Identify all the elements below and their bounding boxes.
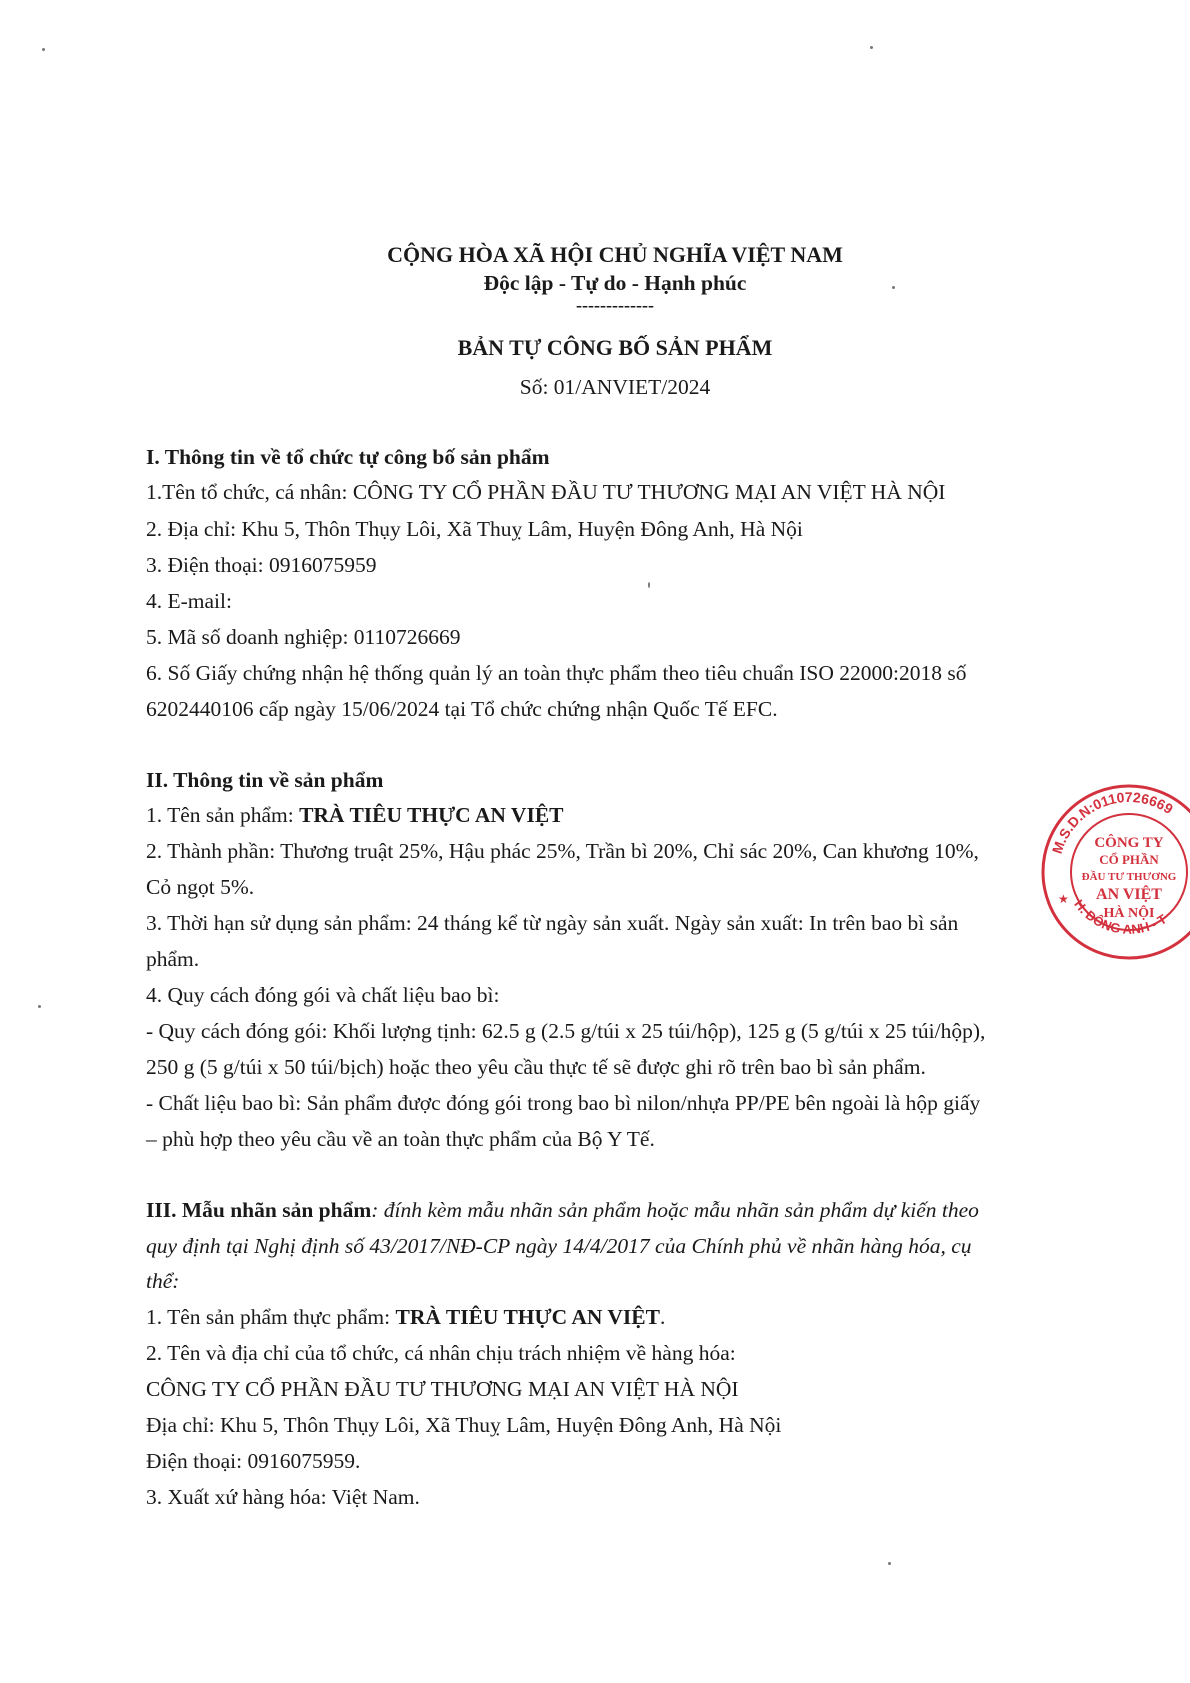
company-seal bbox=[1040, 783, 1190, 961]
seal-text-line: ĐẦU TƯ THƯƠNG bbox=[1081, 871, 1177, 883]
section2-ingredients-a: 2. Thành phần: Thương truật 25%, Hậu phác 25%, Trần bì 20%, Chỉ sác 20%, Can khương 10%, bbox=[146, 839, 979, 863]
section2-product-name: 1. Tên sản phẩm: TRÀ TIÊU THỰC AN VIỆT bbox=[146, 803, 564, 827]
section2-packaging-b: 250 g (5 g/túi x 50 túi/bịch) hoặc theo yêu cầu thực tế sẽ được ghi rõ trên bao bì sản phẩm. bbox=[146, 1055, 926, 1079]
section3-origin: 3. Xuất xứ hàng hóa: Việt Nam. bbox=[146, 1485, 420, 1509]
product-name: TRÀ TIÊU THỰC AN VIỆT bbox=[299, 803, 564, 827]
scan-speck bbox=[38, 1005, 41, 1008]
section1-certificate-a: 6. Số Giấy chứng nhận hệ thống quản lý an toàn thực phẩm theo tiêu chuẩn ISO 22000:2018 số bbox=[146, 661, 967, 685]
label-product-name: TRÀ TIÊU THỰC AN VIỆT bbox=[395, 1305, 660, 1329]
section3-company-name: CÔNG TY CỔ PHẦN ĐẦU TƯ THƯƠNG MẠI AN VIỆT HÀ NỘI bbox=[146, 1377, 739, 1401]
section2-shelf-life-b: phẩm. bbox=[146, 947, 200, 971]
section3-heading: III. Mẫu nhãn sản phẩm bbox=[146, 1198, 372, 1222]
section2-material-b: – phù hợp theo yêu cầu về an toàn thực phẩm của Bộ Y Tế. bbox=[146, 1127, 655, 1151]
section3-address: Địa chỉ: Khu 5, Thôn Thụy Lôi, Xã Thuỵ Lâm, Huyện Đông Anh, Hà Nội bbox=[146, 1413, 782, 1437]
section2-heading: II. Thông tin về sản phẩm bbox=[146, 768, 384, 792]
document-title: BẢN TỰ CÔNG BỐ SẢN PHẨM bbox=[457, 335, 773, 360]
seal-bottom-text: H. ĐÔNG ANH - T bbox=[1071, 896, 1170, 937]
section3-product-name: 1. Tên sản phẩm thực phẩm: TRÀ TIÊU THỰC AN VIỆT. bbox=[146, 1305, 666, 1329]
section3-phone: Điện thoại: 0916075959. bbox=[146, 1449, 361, 1473]
seal-text-line: CÔNG TY bbox=[1094, 835, 1164, 851]
section3-intro-c: thể: bbox=[146, 1269, 180, 1293]
seal-graphic bbox=[1040, 783, 1190, 961]
scan-speck bbox=[870, 46, 873, 49]
scan-speck bbox=[42, 48, 45, 51]
header-divider: ------------- bbox=[576, 295, 654, 315]
national-title: CỘNG HÒA XÃ HỘI CHỦ NGHĨA VIỆT NAM bbox=[387, 242, 843, 267]
seal-ring-text: M.S.D.N:0110726669 bbox=[1048, 788, 1176, 856]
section3-intro-b: quy định tại Nghị định số 43/2017/NĐ-CP ngày 14/4/2017 của Chính phủ về nhãn hàng hóa, cụ bbox=[146, 1234, 972, 1258]
scan-speck bbox=[888, 1562, 891, 1565]
section2-ingredients-b: Cỏ ngọt 5%. bbox=[146, 875, 255, 899]
section2-shelf-life-a: 3. Thời hạn sử dụng sản phẩm: 24 tháng kể từ ngày sản xuất. Ngày sản xuất: In trên bao bì sản bbox=[146, 911, 959, 935]
section1-certificate-b: 6202440106 cấp ngày 15/06/2024 tại Tổ chức chứng nhận Quốc Tế EFC. bbox=[146, 697, 778, 721]
scan-speck bbox=[892, 286, 895, 289]
seal-text-line: CỔ PHẦN bbox=[1099, 852, 1159, 867]
section1-business-code: 5. Mã số doanh nghiệp: 0110726669 bbox=[146, 625, 461, 649]
section1-email: 4. E-mail: bbox=[146, 589, 232, 613]
section1-phone: 3. Điện thoại: 0916075959 bbox=[146, 553, 377, 577]
seal-star-left: ★ bbox=[1058, 892, 1069, 906]
section1-heading: I. Thông tin về tổ chức tự công bố sản phẩm bbox=[146, 445, 550, 469]
seal-text-line: AN VIỆT bbox=[1096, 886, 1162, 903]
section3-intro-a: III. Mẫu nhãn sản phẩm: đính kèm mẫu nhãn sản phẩm hoặc mẫu nhãn sản phẩm dự kiến theo bbox=[146, 1198, 979, 1222]
section1-address: 2. Địa chỉ: Khu 5, Thôn Thụy Lôi, Xã Thuỵ Lâm, Huyện Đông Anh, Hà Nội bbox=[146, 517, 803, 541]
section2-packaging-a: - Quy cách đóng gói: Khối lượng tịnh: 62.5 g (2.5 g/túi x 25 túi/hộp), 125 g (5 g/túi x 25 túi/hộp), bbox=[146, 1019, 986, 1043]
scan-speck bbox=[648, 582, 650, 588]
section1-org-name: 1.Tên tổ chức, cá nhân: CÔNG TY CỔ PHẦN ĐẦU TƯ THƯƠNG MẠI AN VIỆT HÀ NỘI bbox=[146, 480, 946, 504]
section2-material-a: - Chất liệu bao bì: Sản phẩm được đóng gói trong bao bì nilon/nhựa PP/PE bên ngoài là hộp giấy bbox=[146, 1091, 981, 1115]
national-motto: Độc lập - Tự do - Hạnh phúc bbox=[483, 271, 747, 295]
seal-text-line: HÀ NỘI bbox=[1103, 906, 1155, 921]
document-number: Số: 01/ANVIET/2024 bbox=[519, 375, 711, 399]
section2-packaging-title: 4. Quy cách đóng gói và chất liệu bao bì: bbox=[146, 983, 500, 1007]
section3-responsible-title: 2. Tên và địa chỉ của tổ chức, cá nhân chịu trách nhiệm về hàng hóa: bbox=[146, 1341, 736, 1365]
